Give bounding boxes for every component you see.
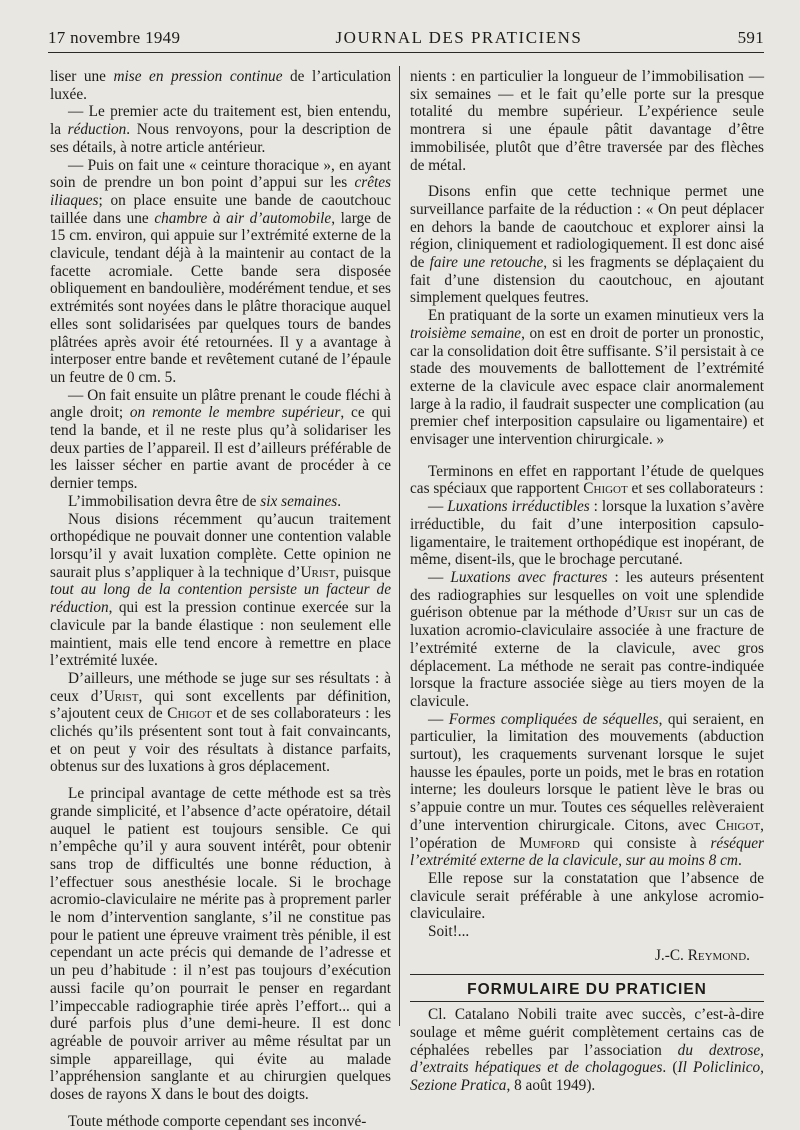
paragraph: Terminons en effet en rapportant l’étude de quelques cas spéciaux que rapportent Chigot et ses collaborateurs :	[410, 462, 764, 498]
section-title: FORMULAIRE DU PRATICIEN	[467, 981, 707, 999]
column-divider	[399, 66, 400, 1026]
paragraph: nients : en particulier la longueur de l’immobilisation — six semaines — et le fait qu’elle porte sur la presque totalité du membre supérieur. L’expérience seule montrera si une épaule pâtit davantage d’être immobilisée, plutôt que d’être traversée par des flèches de métal.	[410, 68, 764, 174]
paragraph: Le principal avantage de cette méthode est sa très grande simplicité, et l’absence d’acte opératoire, détail auquel le patient est toujours sensible. Ce qui n’empêche qu’il y aura souvent intérêt, pour obtenir sans trop de difficultés une bonne réduction, à l’effectuer sous anesthésie locale. Si le brochage acromio-claviculaire ne mérite pas à proprement parler le nom d’intervention sanglante, s’il ne constitue pas pour le patient une épreuve vraiment très pénible, il est cependant un acte précis qui demande de l’adresse et un peu d’habitude : il n’est pas toujours d’exécution aussi facile qu’on pourrait le penser en regardant l’impeccable radiographie tirée après l’effort... qui a duré parfois plus d’une demi-heure. Il est donc agréable de pouvoir arriver au même résultat par un simple appareillage, qui évite au malade l’appréhension sanglante et au chirurgien quelques doses de rayons X dans le bout des doigts.	[50, 785, 391, 1104]
header-date: 17 novembre 1949	[48, 28, 181, 47]
author-signature: J.-C. Reymond.	[654, 946, 750, 964]
header-journal-title: JOURNAL DES PRATICIENS	[335, 28, 583, 47]
left-column	[50, 68, 391, 1130]
paragraph: Soit!...	[428, 923, 470, 941]
paragraph: — Luxations avec fractures : les auteurs présentent des radiographies sur lesquelles on voit une splendide guérison obtenue par la méthode d’Urist sur un cas de luxation acromio-claviculaire associée à une fracture de l’extrémité externe de la clavicule, avec gros déplacement. La méthode ne serait pas contre-indiquée lorsque la fracture associée siège au tiers moyen de la clavicule.	[410, 568, 764, 710]
paragraph: — On fait ensuite un plâtre prenant le coude fléchi à angle droit; on remonte le membre supérieur, ce qui tend la bande, et il ne reste plus qu’à solidariser les deux parties de l’appareil. Il est d’ailleurs préférable de les laisser sécher en partie avant de procéder à ce dernier temps.	[50, 386, 391, 493]
paragraph: D’ailleurs, une méthode se juge sur ses résultats : à ceux d’Urist, qui sont excellents par définition, s’ajoutent ceux de Chigot et de ses collaborateurs : les clichés qu’ils présentent sont tout à fait convaincants, et on peut y voir des résultats à distance parfaits, obtenus sur des luxations à gros déplacement.	[50, 669, 391, 776]
paragraph: liser une mise en pression continue de l’articulation luxée.	[50, 68, 391, 103]
paragraph: — Puis on fait une « ceinture thoracique », en ayant soin de prendre un bon point d’appui sur les crêtes iliaques; on place ensuite une bande de caoutchouc taillée dans une chambre à air d’automobile, large de 15 cm. environ, qui appuie sur l’extrémité externe de la clavicule, tendant déjà à la maintenir au contact de la facette acromiale. Cette bande sera disposée obliquement en bandoulière, modérément tendue, et ses extrémités sont noyées dans le plâtre thoracique auquel elles sont solidarisées par quelques tours de bandes plâtrées après avoir été retournées. Il y a avantage à interposer entre bande et revêtement cutané de l’épaule un feutre de 0 cm. 5.	[50, 156, 392, 386]
paragraph: — Le premier acte du traitement est, bien entendu, la réduction. Nous renvoyons, pour la description de ses détails, à notre article antérieur.	[50, 103, 391, 156]
paragraph: L’immobilisation devra être de six semaines.	[68, 492, 342, 510]
header-page-number: 591	[737, 28, 764, 47]
section-rule	[410, 1001, 764, 1002]
right-column	[410, 68, 764, 1095]
paragraph: — Formes compliquées de séquelles, qui seraient, en particulier, la limitation des mouvements (abduction surtout), les craquements survenant lorsque le sujet hausse les épaules, porte un poids, met le bras en rotation interne; les douleurs lorsque le patient lève le bras ou s’appuie contre un mur. Toutes ces séquelles relèveraient d’une intervention chirurgicale. Citons, avec Chigot, l’opération de Mumford qui consiste à réséquer l’extrémité externe de la clavicule, sur au moins 8 cm.	[410, 710, 765, 870]
paragraph: En pratiquant de la sorte un examen minutieux vers la troisième semaine, on est en droit de porter un pronostic, car la consolidation doit être suffisante. S’il persistait à ce stade des mouvements de ballottement de l’extrémité externe de la clavicule avec espace clair anormalement large à la radio, il faudrait suspecter une complication (au premier chef interposition capsulaire ou ligamentaire) et envisager une intervention chirurgicale. »	[410, 307, 765, 449]
paragraph: Toute méthode comporte cependant ses inconvé-	[68, 1112, 367, 1130]
paragraph: Cl. Catalano Nobili traite avec succès, c’est-à-dire soulage et même guérit complètement certains cas de céphalées rebelles par l’association du dextrose, d’extraits hépatiques et de cholagogues. (Il Policlinico, Sezione Pratica, 8 août 1949).	[410, 1006, 764, 1094]
page-header	[48, 22, 764, 53]
paragraph: Disons enfin que cette technique permet une surveillance parfaite de la réduction : « On peut déplacer en dehors la bande de caoutchouc et explorer ainsi la région, cliniquement et radiologiquement. Il est donc aisé de faire une retouche, si les fragments se déplaçaient du fait d’une distension du caoutchouc, en ajoutant simplement quelques feutres.	[410, 183, 764, 307]
paragraph: Elle repose sur la constatation que l’absence de clavicule serait préférable à une ankylose acromio-claviculaire.	[410, 869, 764, 923]
paragraph: Nous disions récemment qu’aucun traitement orthopédique ne pouvait donner une contention valable lorsqu’il y avait luxation complète. Cette opinion ne saurait plus s’appliquer à la technique d’Urist, puisque tout au long de la contention persiste un facteur de réduction, qui est la pression continue exercée sur la clavicule par la bande élastique : non seulement elle maintient, mais elle tend encore à remettre en place l’extrémité luxée.	[50, 510, 391, 670]
section-rule	[410, 974, 764, 975]
paragraph: — Luxations irréductibles : lorsque la luxation s’avère irréductible, du fait d’une interposition capsulo-ligamentaire, le traitement orthopédique est inopérant, de même, disent-ils, que le brochage percutané.	[410, 498, 765, 569]
